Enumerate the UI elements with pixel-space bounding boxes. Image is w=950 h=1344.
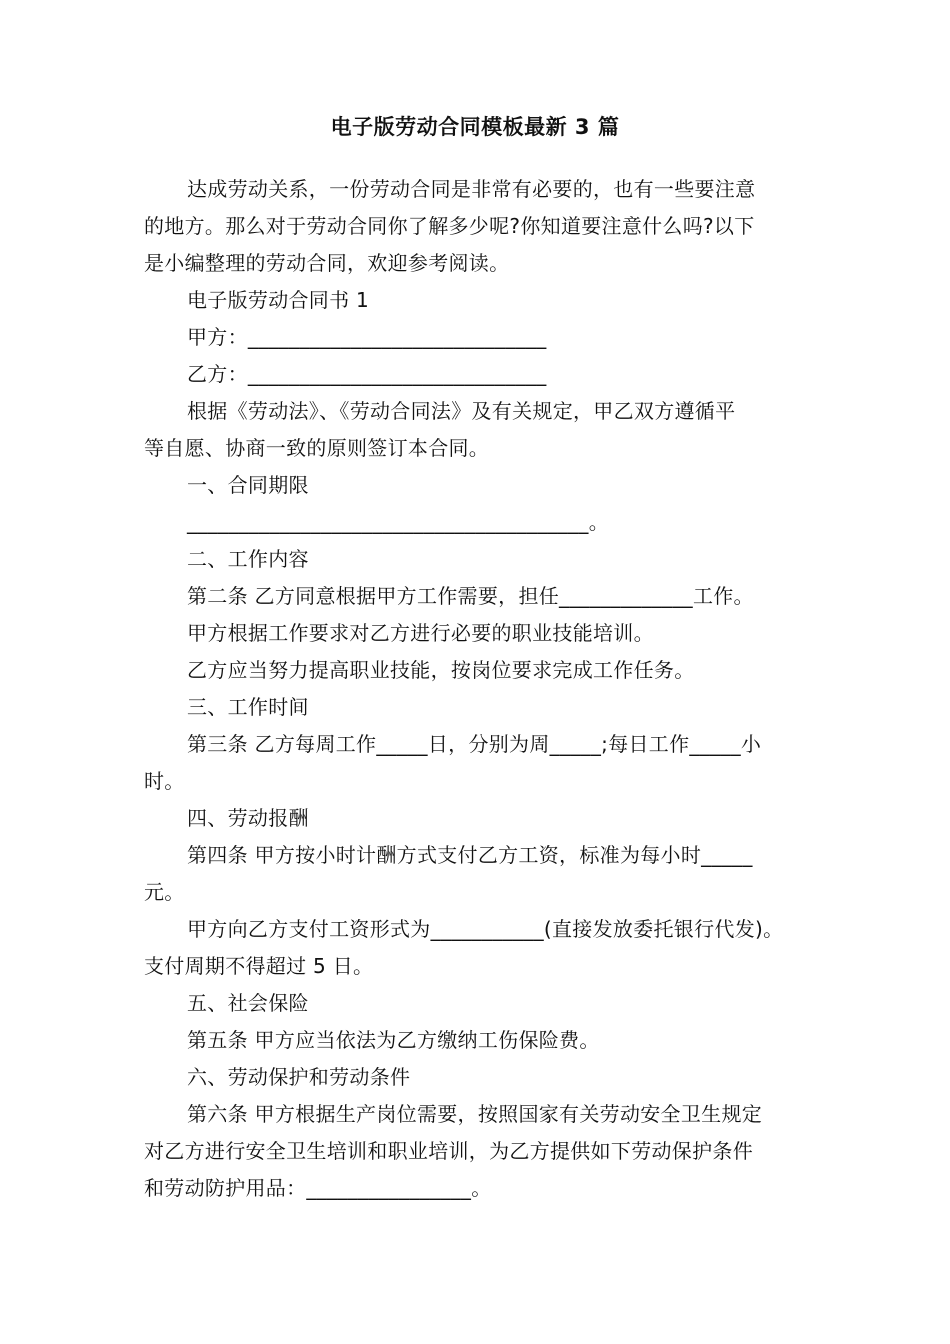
clause-line: 时。 bbox=[144, 769, 185, 793]
party-b-line: 乙方：_____________________________ bbox=[187, 362, 547, 386]
clause-line: 第二条 乙方同意根据甲方工作需要，担任_____________工作。 bbox=[187, 584, 754, 608]
party-a-line: 甲方：_____________________________ bbox=[187, 325, 547, 349]
clause-line: 对乙方进行安全卫生培训和职业培训，为乙方提供如下劳动保护条件 bbox=[144, 1139, 753, 1163]
section-heading: 五、社会保险 bbox=[187, 991, 309, 1015]
paragraph-line: 达成劳动关系，一份劳动合同是非常有必要的，也有一些要注意 bbox=[187, 177, 756, 201]
paragraph-line: 的地方。那么对于劳动合同你了解多少呢?你知道要注意什么吗?以下 bbox=[144, 214, 755, 238]
clause-line: 甲方根据工作要求对乙方进行必要的职业技能培训。 bbox=[187, 621, 654, 645]
clause-line: 支付周期不得超过 5 日。 bbox=[144, 954, 374, 978]
paragraph-line: 等自愿、协商一致的原则签订本合同。 bbox=[144, 436, 490, 460]
section-heading: 六、劳动保护和劳动条件 bbox=[187, 1065, 411, 1089]
blank-line: _______________________________________。 bbox=[187, 510, 609, 534]
clause-line: 第四条 甲方按小时计酬方式支付乙方工资，标准为每小时_____ bbox=[187, 843, 753, 867]
clause-line: 甲方向乙方支付工资形式为___________(直接发放委托银行代发)。 bbox=[187, 917, 784, 941]
section-heading: 三、工作时间 bbox=[187, 695, 309, 719]
clause-line: 元。 bbox=[144, 880, 185, 904]
paragraph-line: 是小编整理的劳动合同，欢迎参考阅读。 bbox=[144, 251, 510, 275]
clause-line: 第六条 甲方根据生产岗位需要，按照国家有关劳动安全卫生规定 bbox=[187, 1102, 763, 1126]
contract-heading: 电子版劳动合同书 1 bbox=[187, 288, 370, 312]
section-heading: 一、合同期限 bbox=[187, 473, 309, 497]
section-heading: 二、工作内容 bbox=[187, 547, 309, 571]
section-heading: 四、劳动报酬 bbox=[187, 806, 309, 830]
document-title: 电子版劳动合同模板最新 3 篇 bbox=[330, 115, 620, 139]
clause-line: 和劳动防护用品：________________。 bbox=[144, 1176, 492, 1200]
paragraph-line: 根据《劳动法》、《劳动合同法》及有关规定，甲乙双方遵循平 bbox=[187, 399, 736, 423]
clause-line: 乙方应当努力提高职业技能，按岗位要求完成工作任务。 bbox=[187, 658, 695, 682]
clause-line: 第五条 甲方应当依法为乙方缴纳工伤保险费。 bbox=[187, 1028, 600, 1052]
clause-line: 第三条 乙方每周工作_____日，分别为周_____;每日工作_____小 bbox=[187, 732, 762, 756]
